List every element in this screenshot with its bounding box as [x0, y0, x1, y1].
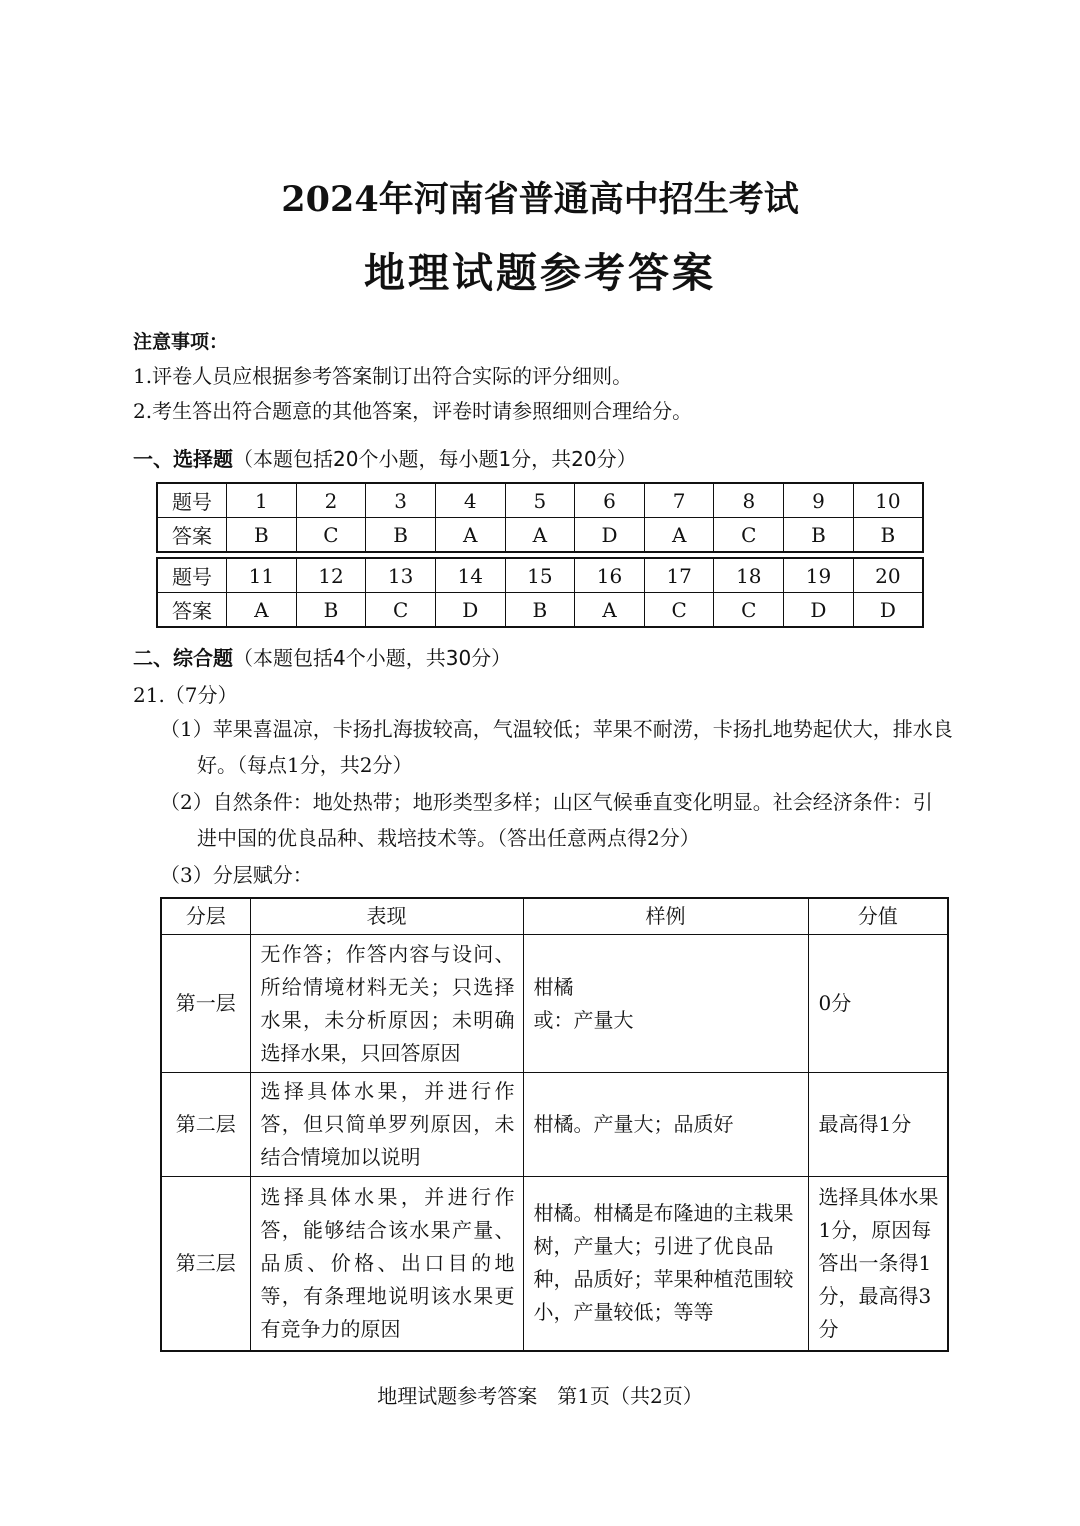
section2-title: 二、综合题 — [133, 646, 233, 670]
answer-cell: B — [505, 593, 575, 628]
question-number: 4 — [435, 483, 505, 518]
answer-cell: C — [644, 593, 714, 628]
answer-cell: A — [227, 593, 297, 628]
answer-cell: D — [575, 518, 645, 553]
answer-cell: B — [784, 518, 854, 553]
header-level: 分层 — [161, 898, 250, 935]
answer-cell: D — [435, 593, 505, 628]
question-number: 6 — [575, 483, 645, 518]
question-number: 18 — [714, 558, 784, 593]
note-item-2: 2.考生答出符合题意的其他答案，评卷时请参照细则合理给分。 — [133, 399, 693, 423]
answer-cell: A — [575, 593, 645, 628]
answer-cell: A — [644, 518, 714, 553]
question-number: 17 — [644, 558, 714, 593]
number-row — [157, 483, 923, 518]
table-row — [161, 1177, 948, 1351]
number-row-label: 题号 — [157, 483, 227, 518]
q21-part1-line1: （1）苹果喜温凉，卡扬扎海拔较高，气温较低；苹果不耐涝，卡扬扎地势起伏大，排水良 — [160, 717, 953, 741]
question-number: 12 — [296, 558, 366, 593]
question-number: 10 — [853, 483, 923, 518]
answer-cell: C — [714, 518, 784, 553]
answer-cell: A — [435, 518, 505, 553]
score-cell: 0分 — [808, 935, 948, 1073]
header-performance: 表现 — [250, 898, 523, 935]
question-number: 15 — [505, 558, 575, 593]
answer-row-label: 答案 — [157, 593, 227, 628]
example-line: 柑橘 — [533, 974, 574, 999]
score-cell: 选择具体水果1分，原因每答出一条得1分，最高得3分 — [808, 1177, 948, 1351]
level-cell: 第三层 — [161, 1177, 250, 1351]
performance-cell: 选择具体水果，并进行作答，但只简单罗列原因，未结合情境加以说明 — [250, 1073, 523, 1177]
answer-row-label: 答案 — [157, 518, 227, 553]
number-row-label: 题号 — [157, 558, 227, 593]
question-number: 11 — [227, 558, 297, 593]
section1-heading — [133, 443, 637, 472]
q21-part3: （3）分层赋分： — [160, 863, 313, 887]
example-cell: 柑橘。产量大；品质好 — [523, 1073, 808, 1177]
table-row — [161, 1073, 948, 1177]
answer-cell: A — [505, 518, 575, 553]
q21-heading: 21.（7分） — [133, 683, 238, 707]
q21-part2-line1: （2）自然条件：地处热带；地形类型多样；山区气候垂直变化明显。社会经济条件：引 — [160, 790, 933, 814]
level-cell: 第一层 — [161, 935, 250, 1073]
question-number: 14 — [435, 558, 505, 593]
number-row — [157, 558, 923, 593]
answer-cell: D — [784, 593, 854, 628]
question-number: 5 — [505, 483, 575, 518]
question-number: 19 — [784, 558, 854, 593]
mc-answer-table-1 — [156, 482, 924, 553]
answer-cell: B — [853, 518, 923, 553]
answer-cell: B — [227, 518, 297, 553]
header-example: 样例 — [523, 898, 808, 935]
example-line: 或：产量大 — [533, 1007, 634, 1032]
performance-cell: 选择具体水果，并进行作答，能够结合该水果产量、品质、价格、出口目的地等，有条理地说明该水果更有竞争力的原因 — [250, 1177, 523, 1351]
section2-subtitle: （本题包括4个小题，共30分） — [233, 646, 512, 670]
question-number: 16 — [575, 558, 645, 593]
question-number: 13 — [366, 558, 436, 593]
score-cell: 最高得1分 — [808, 1073, 948, 1177]
answer-row — [157, 518, 923, 553]
q21-part2-line2: 进中国的优良品种、栽培技术等。（答出任意两点得2分） — [197, 826, 700, 850]
question-number: 2 — [296, 483, 366, 518]
question-number: 9 — [784, 483, 854, 518]
header-score: 分值 — [808, 898, 948, 935]
example-cell — [523, 935, 808, 1073]
layered-scoring-table — [160, 897, 949, 1352]
exam-title: 2024年河南省普通高中招生考试 — [281, 179, 799, 220]
answer-cell: C — [296, 518, 366, 553]
note-item-1: 1.评卷人员应根据参考答案制订出符合实际的评分细则。 — [133, 364, 633, 388]
table-row — [161, 935, 948, 1073]
notes-heading: 注意事项： — [133, 331, 229, 353]
q21-part1-line2: 好。（每点1分，共2分） — [197, 753, 413, 777]
answer-key-title: 地理试题参考答案 — [364, 249, 716, 297]
answer-cell: B — [366, 518, 436, 553]
question-number: 20 — [853, 558, 923, 593]
table-header-row — [161, 898, 948, 935]
question-number: 3 — [366, 483, 436, 518]
mc-answer-table-2 — [156, 557, 924, 628]
section1-subtitle: （本题包括20个小题，每小题1分，共20分） — [233, 447, 637, 471]
example-cell: 柑橘。柑橘是布隆迪的主栽果树，产量大；引进了优良品种，品质好；苹果种植范围较小，产量较低；等等 — [523, 1177, 808, 1351]
level-cell: 第二层 — [161, 1073, 250, 1177]
answer-row — [157, 593, 923, 628]
answer-cell: B — [296, 593, 366, 628]
performance-cell: 无作答；作答内容与设问、所给情境材料无关；只选择水果，未分析原因；未明确选择水果，只回答原因 — [250, 935, 523, 1073]
answer-cell: D — [853, 593, 923, 628]
section2-heading — [133, 642, 511, 671]
answer-cell: C — [714, 593, 784, 628]
page-footer: 地理试题参考答案 第1页（共2页） — [377, 1384, 703, 1408]
question-number: 8 — [714, 483, 784, 518]
answer-cell: C — [366, 593, 436, 628]
section1-title: 一、选择题 — [133, 447, 233, 471]
question-number: 7 — [644, 483, 714, 518]
question-number: 1 — [227, 483, 297, 518]
